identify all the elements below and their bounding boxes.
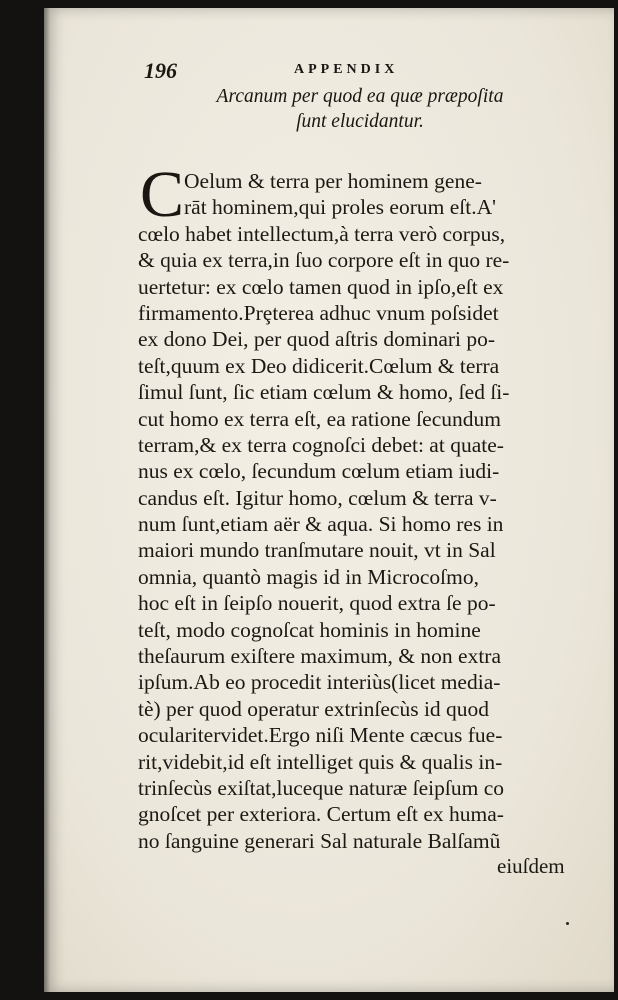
catchword: eiuſdem <box>497 854 565 878</box>
text-line: gnoſcet per exteriora. Certum eſt ex huma- <box>138 802 504 827</box>
text-line: teſt,quum ex Deo didicerit.Cœlum & terra <box>138 353 500 378</box>
text-line: teſt, modo cognoſcat hominis in homine <box>138 617 481 642</box>
text-line: hoc eſt in ſeipſo nouerit, quod extra ſe po- <box>138 591 496 616</box>
section-title-line: Arcanum per quod ea quæ præpoſita <box>216 86 504 107</box>
text-line: Oelum & terra per hominem gene- <box>184 169 482 193</box>
text-line: rāt hominem,qui proles eorum eſt.A' <box>184 195 496 220</box>
text-line: rit,videbit,id eſt intelliget quis & qualis in- <box>138 749 503 774</box>
text-line: trinſecùs exiſtat,luceque naturæ ſeipſum co <box>138 775 504 800</box>
text-line: nus ex cœlo, ſecundum cœlum etiam iudi- <box>138 459 500 484</box>
page-header <box>144 58 584 86</box>
text-line: uertetur: ex cœlo tamen quod in ipſo,eſt ex <box>138 274 504 299</box>
binding-shadow <box>44 8 50 992</box>
text-line: ex dono Dei, per quod aſtris dominari po- <box>138 327 496 352</box>
text-line: ſimul ſunt, ſic etiam cœlum & homo, ſed ſi- <box>138 380 510 405</box>
section-title <box>130 84 590 134</box>
page-number: 196 <box>144 58 177 83</box>
text-line: theſaurum exiſtere maximum, & non extra <box>138 644 502 669</box>
text-line: terram,& ex terra cognoſci debet: at quate- <box>138 432 504 457</box>
text-line: cut homo ex terra eſt, ea ratione ſecundum <box>138 406 501 431</box>
text-line: no ſanguine generari Sal naturale Balſamũ <box>138 828 501 853</box>
body-text <box>138 168 588 854</box>
running-head: APPENDIX <box>294 62 399 77</box>
text-line: ipſum.Ab eo procedit interiùs(licet media- <box>138 670 501 695</box>
section-title-line: ſunt elucidantur. <box>296 111 424 132</box>
paper-speck <box>566 922 569 925</box>
text-line: & quia ex terra,in ſuo corpore eſt in quo re- <box>138 248 510 273</box>
text-line: maiori mundo tranſmutare nouit, vt in Sal <box>138 538 496 563</box>
text-line: num ſunt,etiam aër & aqua. Si homo res in <box>138 512 504 537</box>
text-line: candus eſt. Igitur homo, cœlum & terra v- <box>138 485 497 510</box>
drop-capital: C <box>140 158 185 231</box>
text-line: omnia, quantò magis id in Microcoſmo, <box>138 564 479 589</box>
text-line: firmamento.Prȩterea adhuc vnum poſsidet <box>138 300 499 325</box>
text-line: cœlo habet intellectum,à terra verò corpus, <box>138 221 506 246</box>
text-line: ocularitervidet.Ergo niſi Mente cæcus fue- <box>138 723 503 748</box>
text-line: tè) per quod operatur extrinſecùs id quod <box>138 696 490 721</box>
